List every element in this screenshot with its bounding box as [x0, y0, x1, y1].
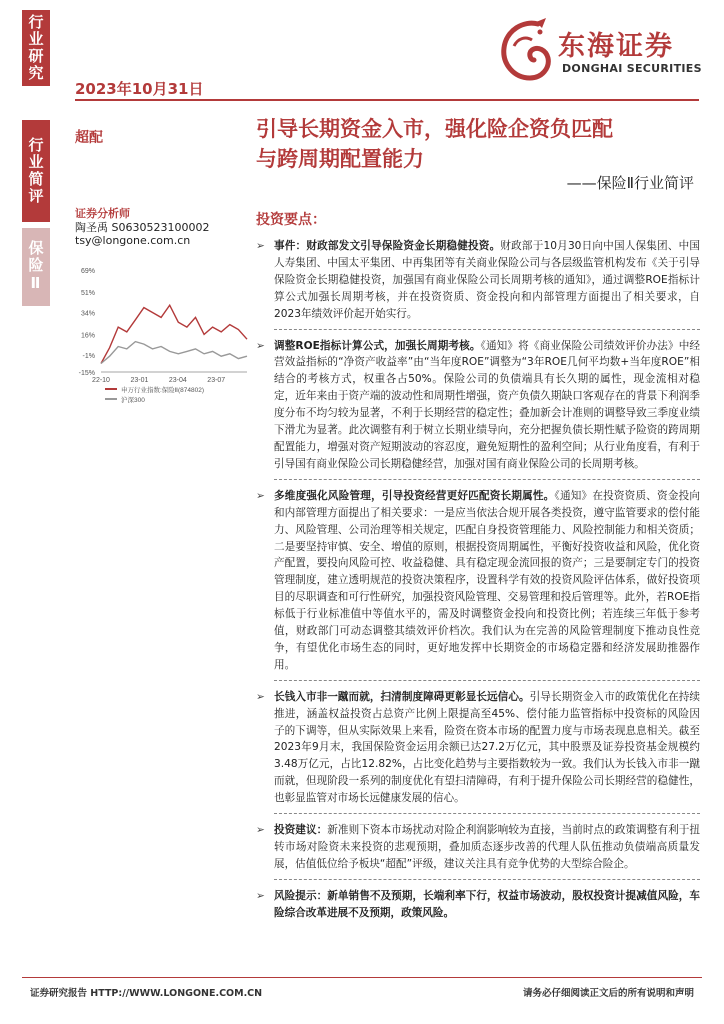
x-tick-label: 23-07 [207, 377, 226, 384]
analyst-email[interactable]: tsy@longone.com.cn [75, 234, 191, 247]
analyst-label: 证券分析师 [75, 207, 130, 220]
arrow-bullet-icon: ➢ [256, 824, 265, 837]
bullet-divider [274, 479, 700, 480]
bullet-body: 引导长期资金入市的政策优化在持续推进，涵盖权益投资占总资产比例上限提高至45%、偿付能力监管指标中投资标的风险因子的下调等，但从实际效果上来看，险资在资本市场的配置力度与市场表现息息相关。截至2023年9月末，我国保险资金运用余额已达27.2万亿元，其中股票及证券投资基金规模约3.48万亿元，占比12.82%，占比变化趋势与主要指数较为一致。我们认为长钱入市非一蹴而就，但现阶段一系列的制度优化有望扫清障碍，有利于提升保险公司长期经营的稳健性，也彰显监管对市场长远健康发展的信心。 [274, 690, 701, 805]
y-tick-label: 51% [80, 289, 95, 297]
dragon-logo-icon [496, 16, 556, 86]
bullet-lead: 长钱入市非一蹴而就，扫清制度障碍更彰显长远信心。 [274, 690, 530, 703]
x-tick-label: 23-01 [130, 377, 149, 384]
rating-label: 超配 [75, 130, 103, 146]
y-tick-label: 16% [80, 332, 95, 340]
performance-chart [75, 262, 253, 412]
key-points-list [256, 238, 700, 922]
bullet-lead: 多维度强化风险管理，引导投资经营更好匹配资长期属性。 [274, 489, 555, 502]
arrow-bullet-icon: ➢ [256, 489, 265, 502]
bullet-body: 财政部于10月30日向中国人保集团、中国人寿集团、中国太平集团、中再集团等有关商业保险公司与各层级监管机构发布《关于引导保险资金长期稳健投资，加强国有商业保险公司长周期考核的通知》，通过调整ROE指标计算公式加强长周期考核，并在投资资质、资金投向和内部管理方面提出了相关要求，自2023年绩效评价起开始实行。 [274, 240, 700, 320]
section-title: 投资要点： [256, 212, 326, 228]
bullet-body: 《通知》将《商业保险公司绩效评价办法》中经营效益指标的“净资产收益率”由“当年度ROE”调整为“3年ROE几何平均数+当年度ROE”相结合的考核方式，权重各占50%。保险公司的负债端具有长久期的属性，现金流相对稳定，近年来由于资产端的波动性和周期性增强，资产负债久期缺口客观存在的背景下利润季度分布不均匀较为显著，不利于长期经营的稳定性；叠加新会计准则的调整导致三季度业绩下滑尤为显著。此次调整有利于树立长期业绩导向，充分把握负债长期性赋予险资的跨周期配置能力，增强对资产短期波动的容忍度，避免短期性的盈利空间；从行业角度看，有利于引导国有商业保险公司长期稳健经营，加强对国有商业保险公司的长周期考核。 [274, 339, 700, 470]
list-item [256, 238, 700, 323]
bullet-lead: 投资建议： [274, 824, 328, 837]
side-tab-brief: 行业简评 [22, 120, 50, 222]
y-tick-label: 34% [80, 310, 95, 318]
report-title [256, 114, 613, 174]
side-tab-insurance: 保险Ⅱ [22, 228, 50, 306]
chart-svg [75, 262, 253, 412]
list-item [256, 488, 700, 674]
logo-english-name: DONGHAI SECURITIES [562, 62, 702, 75]
report-subtitle: ——保险Ⅱ行业简评 [566, 174, 694, 192]
bullet-lead: 风险提示：新单销售不及预期，长端利率下行，权益市场波动，股权投资计提减值风险，车险综合改革进展不及预期，政策风险。 [274, 889, 700, 919]
list-item [256, 888, 700, 922]
list-item [256, 338, 700, 473]
y-tick-label: -1% [82, 353, 95, 360]
arrow-bullet-icon: ➢ [256, 889, 265, 902]
side-tab-research: 行业研究 [22, 10, 50, 86]
x-tick-label: 23-04 [168, 377, 187, 384]
footer-divider [22, 977, 702, 978]
analyst-name: 陶圣禹 S0630523100002 [75, 221, 210, 234]
bullet-body: 新准则下资本市场扰动对险企利润影响较为直接，当前时点的政策调整有利于扭转市场对险资未来投资的悲观预期，叠加质态逐步改善的代理人队伍推动负债端高质量发展，估值低位给予板块“超配”评级，建议关注具有竞争优势的大型综合险企。 [274, 824, 701, 870]
series-line [101, 342, 247, 364]
arrow-bullet-icon: ➢ [256, 690, 265, 703]
bullet-lead: 调整ROE指标计算公式，加强长周期考核。 [274, 339, 481, 352]
list-item [256, 689, 700, 807]
bullet-lead: 事件：财政部发文引导保险资金长期稳健投资。 [274, 240, 501, 252]
y-tick-label: 69% [80, 268, 95, 275]
header-divider [75, 99, 699, 101]
bullet-divider [274, 813, 700, 814]
report-date: 2023年10月31日 [75, 80, 204, 98]
legend-label: 沪深300 [121, 397, 145, 404]
arrow-bullet-icon: ➢ [256, 240, 265, 252]
y-tick-label: -15% [78, 370, 95, 377]
footer-disclaimer: 请务必仔细阅读正文后的所有说明和声明 [522, 988, 694, 999]
logo-chinese-name: 东海证券 [558, 31, 674, 62]
legend-label: 申万行业指数:保险Ⅱ(874802) [121, 387, 205, 394]
x-tick-label: 22-10 [92, 377, 110, 384]
title-line-1: 引导长期资金入市，强化险企资负匹配 [256, 117, 613, 141]
bullet-divider [274, 329, 700, 330]
bullet-body: 《通知》在投资资质、资金投向和内部管理方面提出了相关要求：一是应当依法合规开展各类投资，遵守监管要求的偿付能力、风险管理、公司治理等相关规定，匹配自身投资管理能力、风险控制能力和相关资质；二是要坚持审慎、安全、增值的原则，根据投资周期属性，平衡好投资收益和风险，优化资产配置，要投向风险可控、收益稳健、具有稳定现金流回报的资产；三是要制定专门的投资管理制度，建立透明规范的投资决策程序，设置科学有效的投资风险评估体系，做好投资项目的尽职调查和可行性研究，加强投资风险管理、交易管理和投后管理等。此外，若ROE指标低于行业标准值中等值水平的，需及时调整资金投向和投资比例；若连续三年低于参考值，财政部门可动态调整其绩效评价档次。我们认为在完善的风险管理制度下推动良性竞争，有望优化市场生态的同时，更好地发挥中长期资金的市场稳定器和经济发展助推器作用。 [274, 489, 700, 671]
bullet-divider [274, 879, 700, 880]
footer-website[interactable]: 证券研究报告 HTTP://WWW.LONGONE.COM.CN [30, 988, 263, 999]
list-item [256, 822, 700, 873]
bullet-divider [274, 680, 700, 681]
title-line-2: 与跨周期配置能力 [256, 147, 424, 171]
company-logo [496, 16, 706, 86]
arrow-bullet-icon: ➢ [256, 339, 265, 352]
